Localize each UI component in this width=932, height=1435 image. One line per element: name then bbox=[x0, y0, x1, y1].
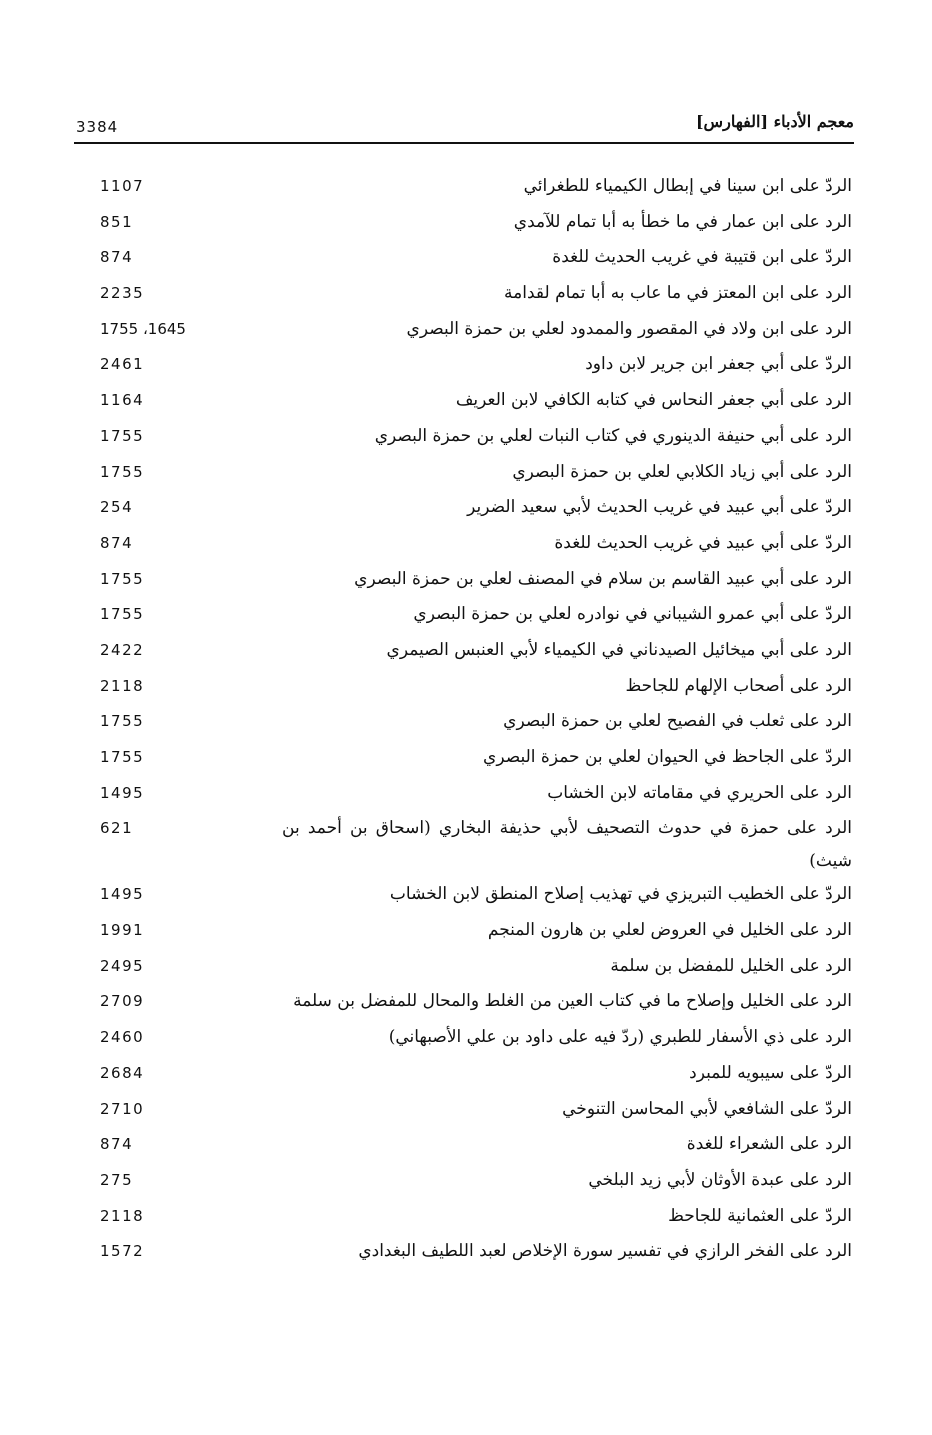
entry-page-numbers: 1755 bbox=[100, 426, 145, 445]
index-entry bbox=[90, 456, 852, 492]
entry-page-numbers: 275 bbox=[100, 1170, 134, 1189]
index-entry bbox=[90, 277, 852, 313]
entry-page-numbers: 1495 bbox=[100, 885, 145, 904]
index-entries-list bbox=[90, 170, 852, 1271]
index-entry bbox=[90, 950, 852, 986]
index-entry bbox=[90, 777, 852, 813]
index-entry bbox=[90, 878, 852, 914]
entry-title: الردّ على الشافعي لأبي المحاسن التنوخي bbox=[562, 1098, 852, 1119]
entry-page-numbers: 1755 bbox=[100, 605, 145, 624]
entry-title: الرد على ابن المعتز في ما عاب به أبا تمام لقدامة bbox=[504, 283, 852, 304]
index-entry bbox=[90, 1128, 852, 1164]
index-entry bbox=[90, 598, 852, 634]
entry-page-numbers: 1755 bbox=[100, 712, 145, 731]
index-entry bbox=[90, 1021, 852, 1057]
entry-page-numbers: 2422 bbox=[100, 640, 145, 659]
entry-title: الردّ على أبي عمرو الشيباني في نوادره لعلي بن حمزة البصري bbox=[413, 604, 852, 625]
entry-page-numbers: 1645، 1755 bbox=[100, 319, 186, 338]
entry-page-numbers: 2710 bbox=[100, 1099, 145, 1118]
index-entry bbox=[90, 206, 852, 242]
entry-page-numbers: 2684 bbox=[100, 1063, 145, 1082]
entry-title: الردّ على الخطيب التبريزي في تهذيب إصلاح المنطق لابن الخشاب bbox=[389, 884, 852, 905]
index-entry bbox=[90, 634, 852, 670]
entry-page-numbers: 851 bbox=[100, 212, 134, 231]
entry-title: الرد على أبي حنيفة الدينوري في كتاب النبات لعلي بن حمزة البصري bbox=[374, 425, 852, 446]
entry-title: الرد على حمزة في حدوث التصحيف لأبي حذيفة البخاري (اسحاق بن أحمد بن شيث) bbox=[282, 818, 852, 872]
entry-page-numbers: 1495 bbox=[100, 783, 145, 802]
entry-page-numbers: 1755 bbox=[100, 462, 145, 481]
entry-page-numbers: 1164 bbox=[100, 391, 145, 410]
entry-title: الردّ على أبي عبيد في غريب الحديث للغدة bbox=[554, 532, 852, 553]
entry-title: الرد على الحريري في مقاماته لابن الخشاب bbox=[547, 782, 852, 803]
index-entry bbox=[90, 1164, 852, 1200]
entry-title: الرد على الفخر الرازي في تفسير سورة الإخلاص لعبد اللطيف البغدادي bbox=[358, 1241, 852, 1262]
entry-title: الرد على الخليل في العروض لعلي بن هارون المنجم bbox=[487, 920, 852, 941]
entry-page-numbers: 2118 bbox=[100, 1206, 145, 1225]
entry-title: الرد على ابن ولاد في المقصور والممدود لعلي بن حمزة البصري bbox=[406, 318, 852, 339]
entry-title: الرد على ابن عمار في ما خطأ به أبا تمام للآمدي bbox=[513, 211, 852, 232]
index-entry bbox=[90, 563, 852, 599]
index-entry bbox=[90, 491, 852, 527]
book-title: معجم الأدباء [الفهارس] bbox=[695, 112, 854, 131]
entry-title: الرد على أبي عبيد القاسم بن سلام في المصنف لعلي بن حمزة البصري bbox=[354, 568, 852, 589]
index-entry bbox=[90, 1093, 852, 1129]
entry-title: الرد على الشعراء للغدة bbox=[686, 1134, 852, 1155]
index-entry bbox=[90, 241, 852, 277]
index-entry bbox=[90, 348, 852, 384]
entry-page-numbers: 2460 bbox=[100, 1028, 145, 1047]
index-entry bbox=[90, 985, 852, 1021]
entry-page-numbers: 1755 bbox=[100, 569, 145, 588]
entry-page-numbers: 2461 bbox=[100, 355, 145, 374]
index-entry bbox=[90, 812, 852, 878]
entry-title: الرد على أبي زياد الكلابي لعلي بن حمزة البصري bbox=[512, 461, 852, 482]
index-entry bbox=[90, 313, 852, 349]
entry-title: الرد على ذي الأسفار للطبري (ردّ فيه على داود بن علي الأصبهاني) bbox=[388, 1027, 852, 1048]
index-entry bbox=[90, 670, 852, 706]
entry-title: الرد على أصحاب الإلهام للجاحظ bbox=[625, 675, 852, 696]
entry-title: الردّ على أبي جعفر ابن جرير لابن داود bbox=[585, 354, 852, 375]
entry-page-numbers: 1991 bbox=[100, 921, 145, 940]
entry-title: الرد على الخليل وإصلاح ما في كتاب العين من الغلط والمحال للمفضل بن سلمة bbox=[293, 991, 852, 1012]
entry-page-numbers: 874 bbox=[100, 248, 134, 267]
index-entry bbox=[90, 914, 852, 950]
entry-page-numbers: 1572 bbox=[100, 1242, 145, 1261]
entry-page-numbers: 254 bbox=[100, 498, 134, 517]
entry-title: الرد على أبي ميخائيل الصيدناني في الكيمياء لأبي العنبس الصيمري bbox=[386, 639, 852, 660]
index-entry bbox=[90, 527, 852, 563]
entry-title: الردّ على العثمانية للجاحظ bbox=[668, 1205, 852, 1226]
entry-page-numbers: 2495 bbox=[100, 956, 145, 975]
entry-title: الردّ على أبي عبيد في غريب الحديث لأبي سعيد الضرير bbox=[467, 497, 852, 518]
entry-title: الردّ على ابن قتيبة في غريب الحديث للغدة bbox=[552, 247, 852, 268]
entry-title: الردّ على سيبويه للمبرد bbox=[689, 1062, 852, 1083]
index-entry bbox=[90, 705, 852, 741]
index-entry bbox=[90, 1235, 852, 1271]
index-entry bbox=[90, 1200, 852, 1236]
entry-page-numbers: 874 bbox=[100, 1135, 134, 1154]
entry-title: الردّ على ابن سينا في إبطال الكيمياء للطغرائي bbox=[523, 176, 852, 196]
entry-page-numbers: 2118 bbox=[100, 676, 145, 695]
entry-page-numbers: 1755 bbox=[100, 748, 145, 766]
entry-page-numbers: 621 bbox=[100, 819, 134, 838]
entry-page-numbers: 2235 bbox=[100, 284, 145, 303]
entry-title: الرد على الخليل للمفضل بن سلمة bbox=[610, 955, 852, 976]
entry-page-numbers: 1107 bbox=[100, 177, 145, 195]
page-number: 3384 bbox=[76, 118, 119, 136]
entry-title: الرد على عبدة الأوثان لأبي زيد البلخي bbox=[588, 1169, 852, 1190]
index-entry bbox=[90, 420, 852, 456]
entry-title: الرد على ثعلب في الفصيح لعلي بن حمزة البصري bbox=[503, 711, 852, 732]
entry-title: الردّ على الجاحظ في الحيوان لعلي بن حمزة البصري bbox=[483, 747, 852, 767]
index-entry bbox=[90, 384, 852, 420]
index-entry bbox=[90, 1057, 852, 1093]
index-entry bbox=[90, 170, 852, 206]
entry-page-numbers: 874 bbox=[100, 533, 134, 552]
index-entry bbox=[90, 741, 852, 777]
entry-title: الرد على أبي جعفر النحاس في كتابه الكافي لابن العريف bbox=[455, 390, 852, 411]
page-header bbox=[74, 104, 854, 144]
entry-page-numbers: 2709 bbox=[100, 992, 145, 1011]
